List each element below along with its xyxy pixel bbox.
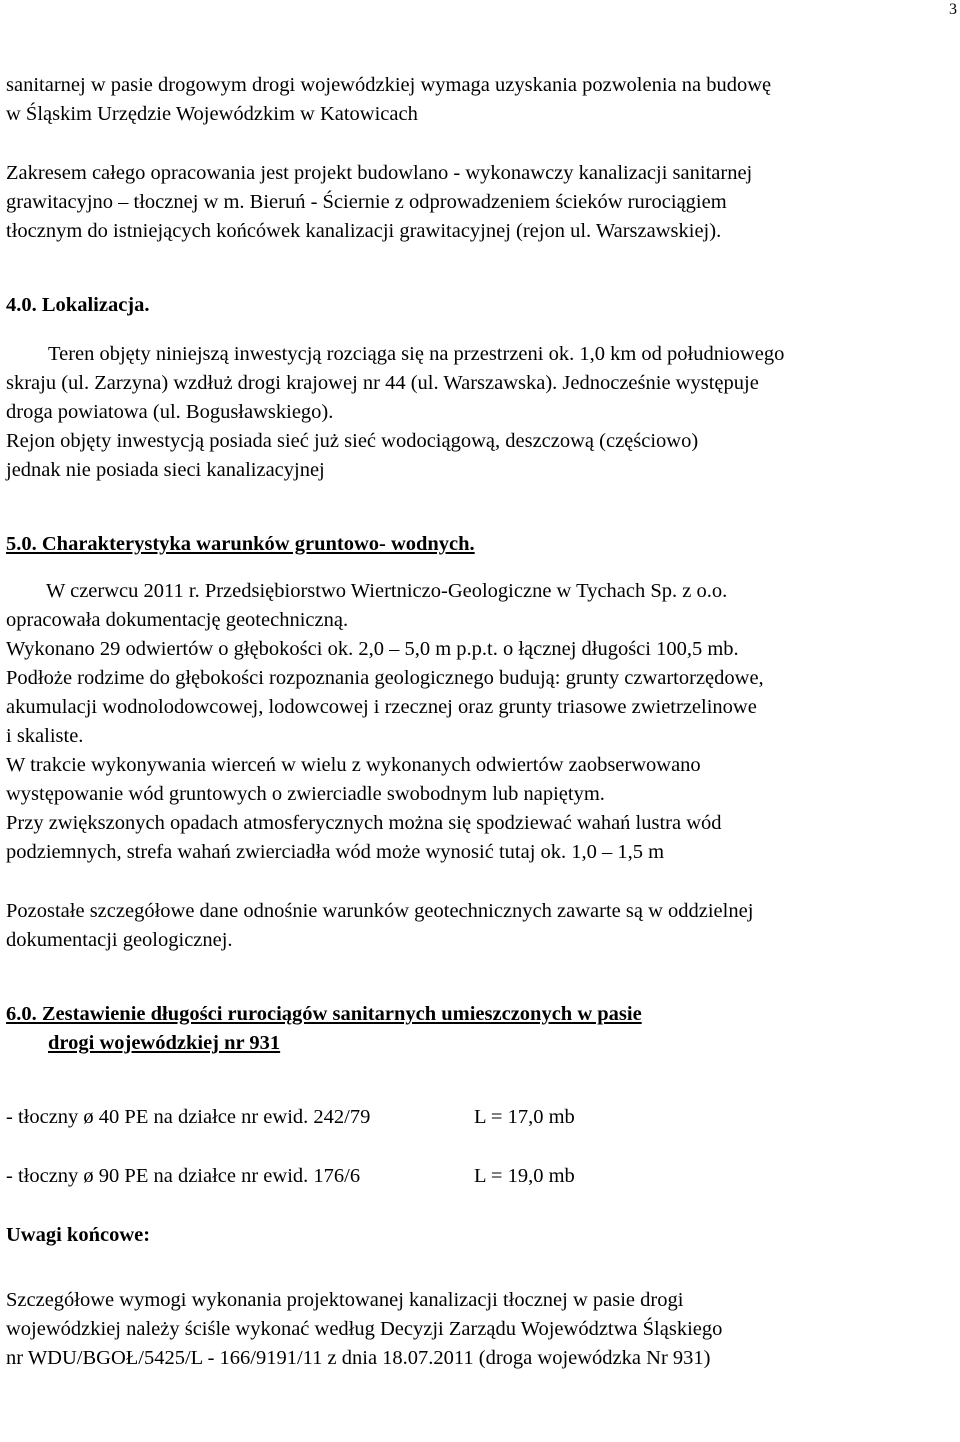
pipe-description: - tłoczny ø 90 PE na działce nr ewid. 176/6 xyxy=(6,1165,361,1187)
spacer xyxy=(6,1191,956,1221)
document-body xyxy=(6,71,956,1373)
text-line: Przy zwiększonych opadach atmosferycznych można się spodziewać wahań lustra wód xyxy=(6,812,722,834)
text-line: akumulacji wodnolodowcowej, lodowcowej i rzecznej oraz grunty triasowe zwietrzelinowe xyxy=(6,696,757,718)
section-5-extra-paragraph xyxy=(6,897,956,955)
spacer xyxy=(6,129,956,159)
section-6-heading: 6.0. Zestawienie długości rurociągów sanitarnych umieszczonych w pasie xyxy=(6,1003,642,1025)
text-line: jednak nie posiada sieci kanalizacyjnej xyxy=(6,459,325,481)
remarks-paragraph xyxy=(6,1286,956,1373)
page-number: 3 xyxy=(949,1,957,18)
spacer xyxy=(6,320,956,340)
text-line: występowanie wód gruntowych o zwierciadle swobodnym lub napiętym. xyxy=(6,783,605,805)
text-line: grawitacyjno – tłocznej w m. Bieruń - Ściernie z odprowadzeniem ścieków rurociągiem xyxy=(6,191,727,213)
text-line: W czerwcu 2011 r. Przedsiębiorstwo Wiertniczo-Geologiczne w Tychach Sp. z o.o. xyxy=(46,580,728,602)
text-line: W trakcie wykonywania wierceń w wielu z wykonanych odwiertów zaobserwowano xyxy=(6,754,701,776)
spacer xyxy=(6,1132,956,1162)
text-line: w Śląskim Urzędzie Wojewódzkim w Katowicach xyxy=(6,103,418,125)
text-line: Szczegółowe wymogi wykonania projektowanej kanalizacji tłocznej w pasie drogi xyxy=(6,1289,684,1311)
section-4-heading: 4.0. Lokalizacja. xyxy=(6,294,150,316)
pipe-description: - tłoczny ø 40 PE na działce nr ewid. 242/79 xyxy=(6,1106,371,1128)
text-line: opracowała dokumentację geotechniczną. xyxy=(6,609,349,631)
text-line: Wykonano 29 odwiertów o głębokości ok. 2,0 – 5,0 m p.p.t. o łącznej długości 100,5 mb. xyxy=(6,638,739,660)
spacer xyxy=(6,867,956,897)
text-line: podziemnych, strefa wahań zwierciadła wód może wynosić tutaj ok. 1,0 – 1,5 m xyxy=(6,841,665,863)
section-5-heading: 5.0. Charakterystyka warunków gruntowo- wodnych. xyxy=(6,533,475,555)
text-line: wojewódzkiej należy ściśle wykonać według Decyzji Zarządu Województwa Śląskiego xyxy=(6,1318,723,1340)
text-line: sanitarnej w pasie drogowym drogi wojewódzkiej wymaga uzyskania pozwolenia na budowę xyxy=(6,74,772,96)
pipe-list-item xyxy=(6,1162,956,1191)
spacer xyxy=(6,1250,956,1286)
spacer xyxy=(6,559,956,577)
text-line: dokumentacji geologicznej. xyxy=(6,929,233,951)
text-line: tłocznym do istniejących końcówek kanalizacji grawitacyjnej (rejon ul. Warszawskiej). xyxy=(6,220,722,242)
intro-paragraph xyxy=(6,71,956,129)
text-line: skraju (ul. Zarzyna) wzdłuż drogi krajowej nr 44 (ul. Warszawska). Jednocześnie występuje xyxy=(6,372,759,394)
spacer xyxy=(6,485,956,530)
text-line: i skaliste. xyxy=(6,725,84,747)
pipe-length: L = 17,0 mb xyxy=(474,1106,575,1128)
text-line: Rejon objęty inwestycją posiada sieć już sieć wodociągową, deszczową (częściowo) xyxy=(6,430,699,452)
text-line: Teren objęty niniejszą inwestycją rozciąga się na przestrzeni ok. 1,0 km od południowego xyxy=(48,343,785,365)
pipe-list-item xyxy=(6,1103,956,1132)
spacer xyxy=(6,246,956,291)
text-line: droga powiatowa (ul. Bogusławskiego). xyxy=(6,401,334,423)
section-5-paragraph xyxy=(6,577,956,867)
text-line: nr WDU/BGOŁ/5425/L - 166/9191/11 z dnia 18.07.2011 (droga wojewódzka Nr 931) xyxy=(6,1347,711,1369)
text-line: Pozostałe szczegółowe dane odnośnie warunków geotechnicznych zawarte są w oddzielnej xyxy=(6,900,754,922)
section-4-paragraph xyxy=(6,340,956,485)
pipe-length: L = 19,0 mb xyxy=(474,1165,575,1187)
scope-paragraph xyxy=(6,159,956,246)
text-line: Podłoże rodzime do głębokości rozpoznania geologicznego budują: grunty czwartorzędowe, xyxy=(6,667,764,689)
spacer xyxy=(6,1058,956,1103)
spacer xyxy=(6,955,956,1000)
section-6-heading-continued: drogi wojewódzkiej nr 931 xyxy=(48,1032,281,1054)
remarks-heading: Uwagi końcowe: xyxy=(6,1224,151,1246)
text-line: Zakresem całego opracowania jest projekt budowlano - wykonawczy kanalizacji sanitarnej xyxy=(6,162,753,184)
